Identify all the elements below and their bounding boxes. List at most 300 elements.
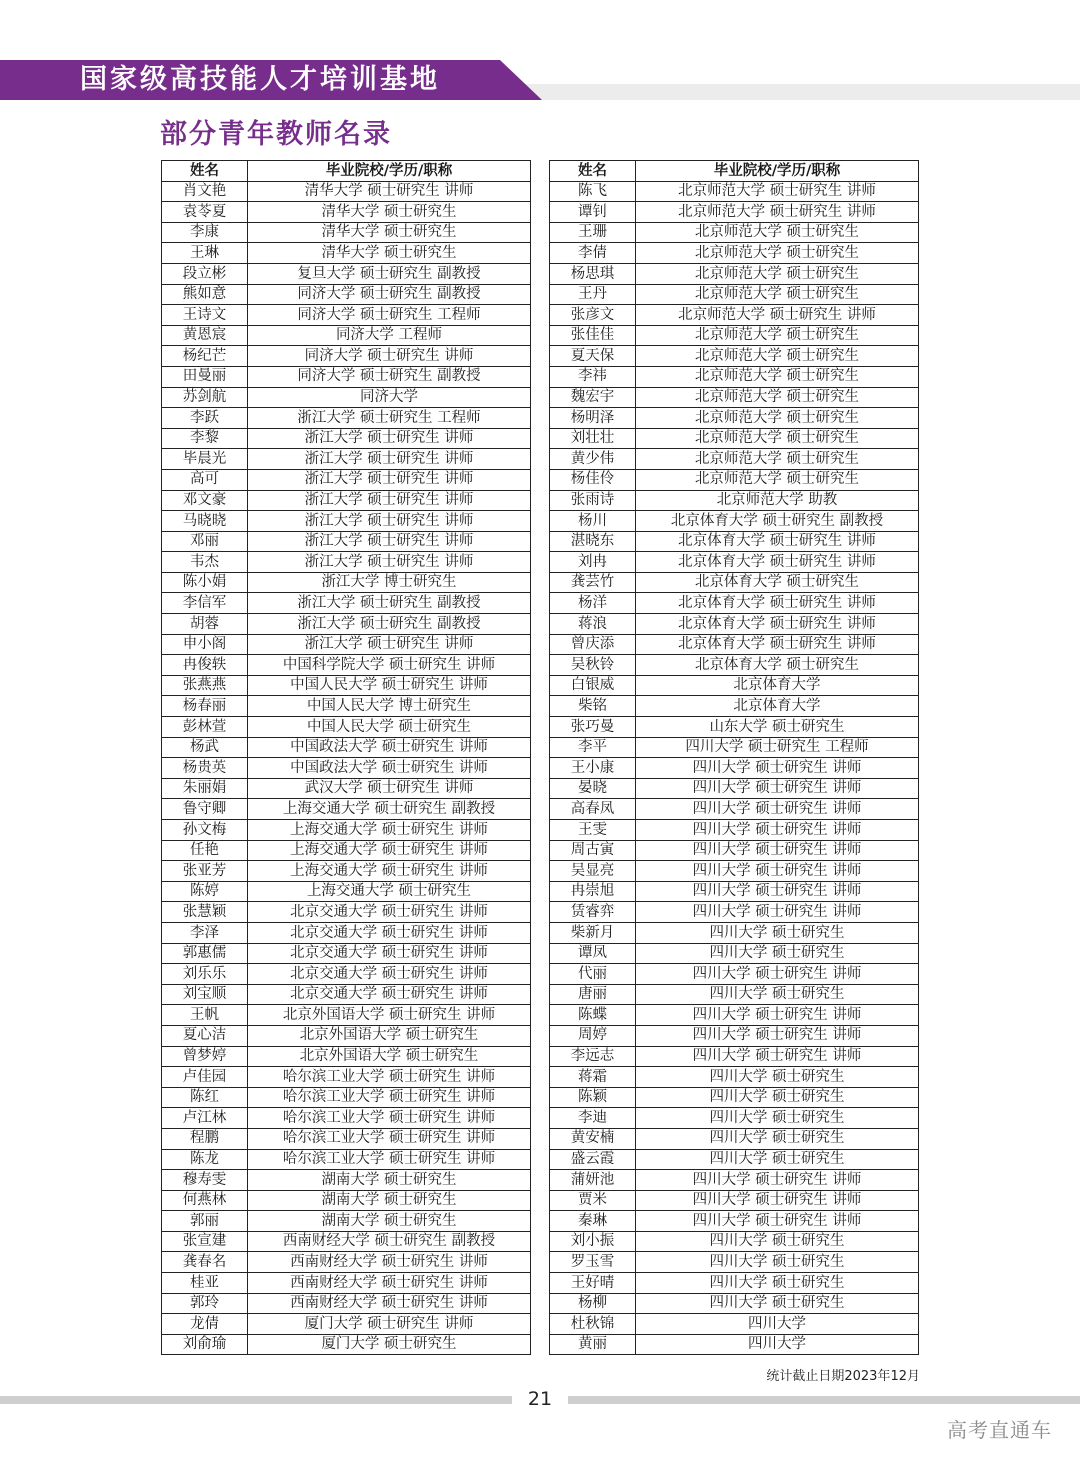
teacher-name: 高春凤: [550, 799, 636, 820]
teacher-name: 李跃: [162, 408, 248, 429]
teacher-background: 四川大学 硕士研究生 讲师: [636, 1046, 919, 1067]
table-row: [162, 1087, 531, 1108]
table-row: [162, 366, 531, 387]
teacher-name: 杨春丽: [162, 696, 248, 717]
table-row: [162, 1211, 531, 1232]
teacher-background: 北京体育大学: [636, 696, 919, 717]
teacher-background: 同济大学: [248, 387, 531, 408]
teacher-background: 中国人民大学 硕士研究生: [248, 717, 531, 738]
table-row: [550, 861, 919, 882]
teacher-background: 浙江大学 硕士研究生 讲师: [248, 428, 531, 449]
table-row: [550, 243, 919, 264]
teacher-background: 北京师范大学 硕士研究生: [636, 449, 919, 470]
teacher-background: 哈尔滨工业大学 硕士研究生 讲师: [248, 1149, 531, 1170]
teacher-background: 清华大学 硕士研究生: [248, 243, 531, 264]
teacher-background: 四川大学 硕士研究生 讲师: [636, 758, 919, 779]
table-row: [550, 1087, 919, 1108]
table-row: [550, 428, 919, 449]
table-row: [162, 737, 531, 758]
header-gray-stripe: [480, 84, 1080, 100]
table-row: [550, 964, 919, 985]
teacher-name: 杨武: [162, 737, 248, 758]
teacher-background: 浙江大学 硕士研究生 讲师: [248, 531, 531, 552]
teacher-name: 刘乐乐: [162, 964, 248, 985]
teacher-name: 王珊: [550, 222, 636, 243]
teacher-name: 谭钊: [550, 202, 636, 223]
teacher-name: 郭惠儒: [162, 943, 248, 964]
teacher-name: 杨洋: [550, 593, 636, 614]
teacher-name: 李平: [550, 737, 636, 758]
teacher-background: 北京师范大学 硕士研究生: [636, 428, 919, 449]
teacher-background: 山东大学 硕士研究生: [636, 717, 919, 738]
table-row: [550, 263, 919, 284]
table-row: [162, 861, 531, 882]
teacher-background: 同济大学 硕士研究生 讲师: [248, 346, 531, 367]
table-row: [550, 881, 919, 902]
teacher-name: 龚芸竹: [550, 572, 636, 593]
table-row: [550, 1149, 919, 1170]
teacher-name: 吴秋铃: [550, 655, 636, 676]
table-row: [162, 820, 531, 841]
teacher-name: 王琳: [162, 243, 248, 264]
teacher-name: 彭林萱: [162, 717, 248, 738]
table-row: [550, 1108, 919, 1129]
teacher-background: 北京外国语大学 硕士研究生: [248, 1025, 531, 1046]
teacher-background: 西南财经大学 硕士研究生 副教授: [248, 1231, 531, 1252]
teacher-background: 四川大学 硕士研究生 讲师: [636, 799, 919, 820]
teacher-name: 曾梦婷: [162, 1046, 248, 1067]
teacher-background: 北京师范大学 硕士研究生: [636, 469, 919, 490]
table-row: [550, 820, 919, 841]
table-row: [550, 1005, 919, 1026]
teacher-name: 李远志: [550, 1046, 636, 1067]
teacher-background: 北京师范大学 硕士研究生: [636, 366, 919, 387]
teacher-background: 四川大学 硕士研究生 讲师: [636, 840, 919, 861]
teacher-name: 刘壮壮: [550, 428, 636, 449]
teacher-background: 中国科学院大学 硕士研究生 讲师: [248, 655, 531, 676]
table-row: [550, 284, 919, 305]
teacher-background: 北京体育大学: [636, 675, 919, 696]
table-row: [162, 202, 531, 223]
teacher-background: 湖南大学 硕士研究生: [248, 1211, 531, 1232]
teacher-name: 邓丽: [162, 531, 248, 552]
teacher-name: 柴铭: [550, 696, 636, 717]
teacher-name: 王诗文: [162, 305, 248, 326]
teacher-background: 北京体育大学 硕士研究生 讲师: [636, 593, 919, 614]
teacher-background: 北京体育大学 硕士研究生 讲师: [636, 614, 919, 635]
teacher-name: 刘宝顺: [162, 984, 248, 1005]
teacher-background: 上海交通大学 硕士研究生 副教授: [248, 799, 531, 820]
teacher-name: 黄恩宸: [162, 325, 248, 346]
teacher-name: 王雯: [550, 820, 636, 841]
teacher-name: 李黎: [162, 428, 248, 449]
teacher-name: 田曼丽: [162, 366, 248, 387]
teacher-name: 魏宏宇: [550, 387, 636, 408]
teacher-name: 黄安楠: [550, 1128, 636, 1149]
table-row: [550, 943, 919, 964]
table-row: [162, 943, 531, 964]
table-row: [162, 1128, 531, 1149]
teacher-background: 北京交通大学 硕士研究生 讲师: [248, 943, 531, 964]
table-row: [550, 922, 919, 943]
teacher-background: 四川大学 硕士研究生: [636, 1108, 919, 1129]
teacher-background: 北京师范大学 硕士研究生: [636, 284, 919, 305]
teacher-background: 厦门大学 硕士研究生 讲师: [248, 1314, 531, 1335]
table-row: [550, 346, 919, 367]
teacher-background: 上海交通大学 硕士研究生 讲师: [248, 840, 531, 861]
teacher-name: 周婷: [550, 1025, 636, 1046]
table-row: [550, 1170, 919, 1191]
teacher-background: 北京师范大学 硕士研究生: [636, 408, 919, 429]
teacher-background: 清华大学 硕士研究生: [248, 202, 531, 223]
teacher-background: 中国政法大学 硕士研究生 讲师: [248, 737, 531, 758]
teacher-name: 朱丽娟: [162, 778, 248, 799]
table-row: [162, 634, 531, 655]
teacher-background: 上海交通大学 硕士研究生: [248, 881, 531, 902]
table-row: [550, 325, 919, 346]
table-row: [162, 696, 531, 717]
table-body-left: [162, 181, 531, 1355]
teacher-name: 邓文豪: [162, 490, 248, 511]
teacher-background: 四川大学: [636, 1334, 919, 1355]
table-row: [550, 305, 919, 326]
teacher-background: 武汉大学 硕士研究生 讲师: [248, 778, 531, 799]
teacher-background: 四川大学 硕士研究生: [636, 1128, 919, 1149]
teacher-background: 四川大学 硕士研究生: [636, 1293, 919, 1314]
teacher-background: 浙江大学 硕士研究生 工程师: [248, 408, 531, 429]
teacher-name: 李倩: [550, 243, 636, 264]
table-row: [162, 675, 531, 696]
teacher-background: 四川大学 硕士研究生 讲师: [636, 1025, 919, 1046]
table-row: [550, 1128, 919, 1149]
teacher-name: 陈小娟: [162, 572, 248, 593]
table-row: [162, 1025, 531, 1046]
teacher-background: 浙江大学 硕士研究生 讲师: [248, 634, 531, 655]
teacher-name: 冉崇旭: [550, 881, 636, 902]
table-row: [162, 243, 531, 264]
column-header-info: 毕业院校/学历/职称: [636, 161, 919, 182]
teacher-name: 谭凤: [550, 943, 636, 964]
table-row: [162, 531, 531, 552]
teacher-background: 四川大学 硕士研究生 讲师: [636, 902, 919, 923]
table-row: [550, 778, 919, 799]
teacher-background: 北京师范大学 硕士研究生: [636, 346, 919, 367]
teacher-background: 四川大学 硕士研究生: [636, 1252, 919, 1273]
table-row: [550, 737, 919, 758]
table-row: [550, 984, 919, 1005]
table-row: [550, 1314, 919, 1335]
teacher-background: 四川大学: [636, 1314, 919, 1335]
teacher-background: 西南财经大学 硕士研究生 讲师: [248, 1293, 531, 1314]
teacher-name: 鲁守卿: [162, 799, 248, 820]
teacher-name: 刘俞瑜: [162, 1334, 248, 1355]
teacher-name: 毕晨光: [162, 449, 248, 470]
teacher-table-left: [161, 160, 531, 1355]
teacher-name: 杜秋锦: [550, 1314, 636, 1335]
teacher-name: 张燕燕: [162, 675, 248, 696]
teacher-background: 四川大学 硕士研究生 讲师: [636, 778, 919, 799]
table-row: [550, 387, 919, 408]
table-row: [162, 387, 531, 408]
teacher-background: 北京师范大学 硕士研究生: [636, 325, 919, 346]
table-row: [162, 1293, 531, 1314]
table-row: [162, 1273, 531, 1294]
teacher-background: 中国人民大学 硕士研究生 讲师: [248, 675, 531, 696]
teacher-name: 郭丽: [162, 1211, 248, 1232]
teacher-background: 四川大学 硕士研究生: [636, 1067, 919, 1088]
column-header-info: 毕业院校/学历/职称: [248, 161, 531, 182]
teacher-name: 贾米: [550, 1190, 636, 1211]
teacher-name: 张慧颖: [162, 902, 248, 923]
table-row: [550, 902, 919, 923]
teacher-background: 同济大学 硕士研究生 副教授: [248, 366, 531, 387]
table-row: [162, 305, 531, 326]
table-row: [162, 346, 531, 367]
teacher-table-right: [549, 160, 919, 1355]
teacher-background: 北京师范大学 硕士研究生 讲师: [636, 202, 919, 223]
teacher-background: 四川大学 硕士研究生 工程师: [636, 737, 919, 758]
teacher-name: 龚春名: [162, 1252, 248, 1273]
teacher-background: 浙江大学 硕士研究生 副教授: [248, 593, 531, 614]
teacher-name: 李祎: [550, 366, 636, 387]
teacher-name: 龙倩: [162, 1314, 248, 1335]
page-title: 部分青年教师名录: [160, 119, 392, 150]
teacher-background: 湖南大学 硕士研究生: [248, 1170, 531, 1191]
teacher-background: 浙江大学 硕士研究生 讲师: [248, 449, 531, 470]
table-row: [550, 593, 919, 614]
teacher-name: 杨佳伶: [550, 469, 636, 490]
table-row: [550, 222, 919, 243]
table-row: [550, 1211, 919, 1232]
teacher-name: 张亚芳: [162, 861, 248, 882]
table-row: [162, 1334, 531, 1355]
teacher-background: 北京师范大学 硕士研究生 讲师: [636, 305, 919, 326]
table-row: [162, 284, 531, 305]
teacher-name: 罗玉雪: [550, 1252, 636, 1273]
teacher-name: 陈红: [162, 1087, 248, 1108]
teacher-name: 冉俊轶: [162, 655, 248, 676]
table-row: [550, 634, 919, 655]
teacher-name: 杨纪芒: [162, 346, 248, 367]
teacher-background: 哈尔滨工业大学 硕士研究生 讲师: [248, 1067, 531, 1088]
table-row: [162, 1170, 531, 1191]
table-row: [162, 263, 531, 284]
table-row: [550, 1293, 919, 1314]
teacher-background: 北京交通大学 硕士研究生 讲师: [248, 902, 531, 923]
teacher-background: 四川大学 硕士研究生: [636, 943, 919, 964]
table-row: [162, 964, 531, 985]
teacher-background: 四川大学 硕士研究生 讲师: [636, 964, 919, 985]
table-row: [162, 552, 531, 573]
teacher-name: 何燕林: [162, 1190, 248, 1211]
table-row: [162, 1108, 531, 1129]
teacher-background: 浙江大学 硕士研究生 讲师: [248, 490, 531, 511]
teacher-name: 蒲妍池: [550, 1170, 636, 1191]
table-row: [162, 717, 531, 738]
teacher-name: 桂亚: [162, 1273, 248, 1294]
teacher-background: 北京师范大学 助教: [636, 490, 919, 511]
teacher-background: 浙江大学 博士研究生: [248, 572, 531, 593]
teacher-name: 杨柳: [550, 1293, 636, 1314]
teacher-background: 四川大学 硕士研究生: [636, 1149, 919, 1170]
table-body-right: [550, 181, 919, 1355]
teacher-background: 浙江大学 硕士研究生 讲师: [248, 511, 531, 532]
teacher-name: 刘小振: [550, 1231, 636, 1252]
teacher-background: 哈尔滨工业大学 硕士研究生 讲师: [248, 1108, 531, 1129]
teacher-name: 李迪: [550, 1108, 636, 1129]
table-row: [162, 449, 531, 470]
teacher-name: 李康: [162, 222, 248, 243]
teacher-background: 四川大学 硕士研究生 讲师: [636, 1211, 919, 1232]
teacher-name: 柴新月: [550, 922, 636, 943]
table-row: [550, 675, 919, 696]
teacher-background: 四川大学 硕士研究生 讲师: [636, 881, 919, 902]
teacher-name: 穆寿雯: [162, 1170, 248, 1191]
teacher-background: 同济大学 硕士研究生 工程师: [248, 305, 531, 326]
teacher-name: 孙文梅: [162, 820, 248, 841]
teacher-background: 中国政法大学 硕士研究生 讲师: [248, 758, 531, 779]
teacher-background: 哈尔滨工业大学 硕士研究生 讲师: [248, 1087, 531, 1108]
teacher-name: 夏心洁: [162, 1025, 248, 1046]
teacher-background: 北京外国语大学 硕士研究生: [248, 1046, 531, 1067]
teacher-background: 复旦大学 硕士研究生 副教授: [248, 263, 531, 284]
teacher-background: 哈尔滨工业大学 硕士研究生 讲师: [248, 1128, 531, 1149]
table-row: [162, 655, 531, 676]
table-row: [550, 696, 919, 717]
teacher-background: 四川大学 硕士研究生 讲师: [636, 1005, 919, 1026]
table-row: [550, 490, 919, 511]
teacher-name: 袁苓夏: [162, 202, 248, 223]
teacher-background: 北京师范大学 硕士研究生: [636, 263, 919, 284]
table-row: [162, 881, 531, 902]
table-header-row: [550, 161, 919, 182]
teacher-background: 同济大学 工程师: [248, 325, 531, 346]
teacher-name: 晏晓: [550, 778, 636, 799]
teacher-name: 肖文艳: [162, 181, 248, 202]
table-row: [550, 202, 919, 223]
teacher-background: 北京师范大学 硕士研究生: [636, 387, 919, 408]
teacher-name: 吴显亮: [550, 861, 636, 882]
teacher-background: 浙江大学 硕士研究生 讲师: [248, 469, 531, 490]
teacher-name: 程鹏: [162, 1128, 248, 1149]
teacher-background: 北京交通大学 硕士研究生 讲师: [248, 922, 531, 943]
table-row: [550, 655, 919, 676]
teacher-background: 四川大学 硕士研究生: [636, 1273, 919, 1294]
teacher-name: 白银威: [550, 675, 636, 696]
table-row: [162, 1252, 531, 1273]
teacher-background: 湖南大学 硕士研究生: [248, 1190, 531, 1211]
teacher-background: 北京体育大学 硕士研究生 副教授: [636, 511, 919, 532]
teacher-name: 张彦文: [550, 305, 636, 326]
teacher-name: 代丽: [550, 964, 636, 985]
teacher-name: 段立彬: [162, 263, 248, 284]
table-row: [162, 778, 531, 799]
teacher-background: 北京交通大学 硕士研究生 讲师: [248, 984, 531, 1005]
table-row: [162, 181, 531, 202]
table-row: [162, 469, 531, 490]
teacher-name: 周古寅: [550, 840, 636, 861]
teacher-background: 四川大学 硕士研究生: [636, 984, 919, 1005]
teacher-name: 盛云霞: [550, 1149, 636, 1170]
table-row: [162, 840, 531, 861]
teacher-background: 四川大学 硕士研究生 讲师: [636, 1190, 919, 1211]
teacher-name: 张巧曼: [550, 717, 636, 738]
table-row: [162, 490, 531, 511]
teacher-name: 苏剑航: [162, 387, 248, 408]
table-row: [550, 1273, 919, 1294]
teacher-name: 赁睿弈: [550, 902, 636, 923]
table-row: [162, 511, 531, 532]
table-row: [162, 614, 531, 635]
teacher-background: 清华大学 硕士研究生 讲师: [248, 181, 531, 202]
table-row: [162, 1149, 531, 1170]
teacher-name: 秦琳: [550, 1211, 636, 1232]
table-row: [162, 428, 531, 449]
band-title: 国家级高技能人才培训基地: [80, 64, 440, 95]
teacher-name: 张雨诗: [550, 490, 636, 511]
teacher-background: 北京体育大学 硕士研究生: [636, 655, 919, 676]
table-row: [550, 572, 919, 593]
teacher-name: 李泽: [162, 922, 248, 943]
teacher-name: 陈飞: [550, 181, 636, 202]
teacher-name: 王帆: [162, 1005, 248, 1026]
table-row: [550, 531, 919, 552]
teacher-background: 四川大学 硕士研究生: [636, 1087, 919, 1108]
teacher-name: 黄丽: [550, 1334, 636, 1355]
table-row: [162, 758, 531, 779]
teacher-background: 上海交通大学 硕士研究生 讲师: [248, 820, 531, 841]
teacher-name: 夏天保: [550, 346, 636, 367]
teacher-name: 郭玲: [162, 1293, 248, 1314]
teacher-name: 陈龙: [162, 1149, 248, 1170]
table-row: [550, 1231, 919, 1252]
table-row: [162, 799, 531, 820]
teacher-background: 北京体育大学 硕士研究生 讲师: [636, 552, 919, 573]
teacher-name: 申小阁: [162, 634, 248, 655]
table-row: [162, 408, 531, 429]
page-number: 21: [527, 1388, 553, 1410]
teacher-name: 杨川: [550, 511, 636, 532]
teacher-name: 杨贵英: [162, 758, 248, 779]
table-row: [162, 593, 531, 614]
table-row: [162, 1005, 531, 1026]
teacher-background: 浙江大学 硕士研究生 讲师: [248, 552, 531, 573]
table-row: [162, 1067, 531, 1088]
table-row: [162, 984, 531, 1005]
teacher-background: 厦门大学 硕士研究生: [248, 1334, 531, 1355]
teacher-name: 卢江林: [162, 1108, 248, 1129]
table-row: [550, 1190, 919, 1211]
teacher-name: 陈婷: [162, 881, 248, 902]
teacher-background: 北京交通大学 硕士研究生 讲师: [248, 964, 531, 985]
table-row: [162, 1231, 531, 1252]
table-row: [162, 902, 531, 923]
teacher-background: 西南财经大学 硕士研究生 讲师: [248, 1273, 531, 1294]
teacher-name: 杨思琪: [550, 263, 636, 284]
teacher-background: 四川大学 硕士研究生 讲师: [636, 1170, 919, 1191]
teacher-background: 同济大学 硕士研究生 副教授: [248, 284, 531, 305]
teacher-name: 湛晓东: [550, 531, 636, 552]
table-row: [550, 366, 919, 387]
table-row: [162, 325, 531, 346]
teacher-name: 韦杰: [162, 552, 248, 573]
teacher-name: 蒋霜: [550, 1067, 636, 1088]
table-header-row: [162, 161, 531, 182]
teacher-name: 任艳: [162, 840, 248, 861]
table-row: [550, 408, 919, 429]
teacher-background: 上海交通大学 硕士研究生 讲师: [248, 861, 531, 882]
teacher-name: 李信军: [162, 593, 248, 614]
